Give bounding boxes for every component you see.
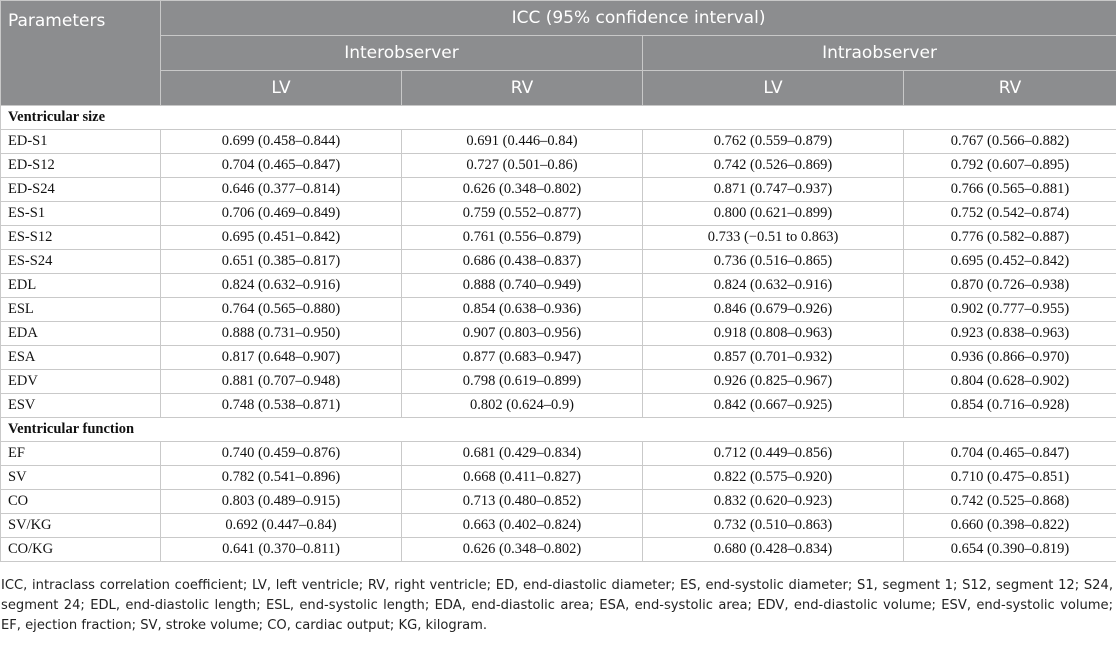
- icc-value-cell: 0.776 (0.582–0.887): [904, 226, 1116, 250]
- icc-value-cell: 0.762 (0.559–0.879): [643, 130, 904, 154]
- icc-value-cell: 0.822 (0.575–0.920): [643, 466, 904, 490]
- parameter-name: ED-S12: [1, 154, 161, 178]
- parameter-name: ED-S24: [1, 178, 161, 202]
- table-row: [1, 274, 1116, 298]
- icc-value-cell: 0.764 (0.565–0.880): [161, 298, 402, 322]
- icc-value-cell: 0.767 (0.566–0.882): [904, 130, 1116, 154]
- icc-value-cell: 0.832 (0.620–0.923): [643, 490, 904, 514]
- icc-value-cell: 0.660 (0.398–0.822): [904, 514, 1116, 538]
- table-row: [1, 346, 1116, 370]
- icc-header: ICC (95% confidence interval): [161, 1, 1116, 36]
- inter-rv-header: RV: [402, 71, 643, 106]
- table-row: [1, 322, 1116, 346]
- table-row: [1, 394, 1116, 418]
- icc-value-cell: 0.804 (0.628–0.902): [904, 370, 1116, 394]
- interobserver-header: Interobserver: [161, 36, 643, 71]
- parameter-name: ES-S1: [1, 202, 161, 226]
- icc-value-cell: 0.742 (0.526–0.869): [643, 154, 904, 178]
- icc-value-cell: 0.654 (0.390–0.819): [904, 538, 1116, 562]
- icc-value-cell: 0.802 (0.624–0.9): [402, 394, 643, 418]
- icc-value-cell: 0.759 (0.552–0.877): [402, 202, 643, 226]
- table-row: [1, 250, 1116, 274]
- parameters-header: Parameters: [1, 1, 161, 106]
- icc-value-cell: 0.713 (0.480–0.852): [402, 490, 643, 514]
- icc-value-cell: 0.854 (0.716–0.928): [904, 394, 1116, 418]
- icc-value-cell: 0.792 (0.607–0.895): [904, 154, 1116, 178]
- table-row: [1, 538, 1116, 562]
- parameter-name: CO/KG: [1, 538, 161, 562]
- icc-value-cell: 0.691 (0.446–0.84): [402, 130, 643, 154]
- inter-lv-header: LV: [161, 71, 402, 106]
- table-row: [1, 178, 1116, 202]
- parameter-name: ESV: [1, 394, 161, 418]
- icc-value-cell: 0.846 (0.679–0.926): [643, 298, 904, 322]
- icc-value-cell: 0.710 (0.475–0.851): [904, 466, 1116, 490]
- icc-value-cell: 0.681 (0.429–0.834): [402, 442, 643, 466]
- icc-value-cell: 0.663 (0.402–0.824): [402, 514, 643, 538]
- icc-value-cell: 0.733 (−0.51 to 0.863): [643, 226, 904, 250]
- parameter-name: ESA: [1, 346, 161, 370]
- icc-value-cell: 0.692 (0.447–0.84): [161, 514, 402, 538]
- icc-value-cell: 0.646 (0.377–0.814): [161, 178, 402, 202]
- table-row: [1, 130, 1116, 154]
- icc-value-cell: 0.680 (0.428–0.834): [643, 538, 904, 562]
- table-row: [1, 298, 1116, 322]
- section-row: [1, 418, 1116, 442]
- parameter-name: EDA: [1, 322, 161, 346]
- icc-value-cell: 0.704 (0.465–0.847): [904, 442, 1116, 466]
- icc-value-cell: 0.926 (0.825–0.967): [643, 370, 904, 394]
- table-row: [1, 226, 1116, 250]
- icc-value-cell: 0.641 (0.370–0.811): [161, 538, 402, 562]
- section-title: Ventricular function: [1, 418, 1116, 442]
- icc-value-cell: 0.748 (0.538–0.871): [161, 394, 402, 418]
- icc-value-cell: 0.888 (0.740–0.949): [402, 274, 643, 298]
- icc-value-cell: 0.695 (0.451–0.842): [161, 226, 402, 250]
- icc-value-cell: 0.888 (0.731–0.950): [161, 322, 402, 346]
- icc-value-cell: 0.668 (0.411–0.827): [402, 466, 643, 490]
- icc-value-cell: 0.923 (0.838–0.963): [904, 322, 1116, 346]
- icc-value-cell: 0.736 (0.516–0.865): [643, 250, 904, 274]
- icc-value-cell: 0.695 (0.452–0.842): [904, 250, 1116, 274]
- parameter-name: EDL: [1, 274, 161, 298]
- icc-value-cell: 0.727 (0.501–0.86): [402, 154, 643, 178]
- icc-value-cell: 0.902 (0.777–0.955): [904, 298, 1116, 322]
- icc-value-cell: 0.817 (0.648–0.907): [161, 346, 402, 370]
- icc-value-cell: 0.870 (0.726–0.938): [904, 274, 1116, 298]
- icc-value-cell: 0.686 (0.438–0.837): [402, 250, 643, 274]
- parameter-name: ES-S24: [1, 250, 161, 274]
- parameter-name: ESL: [1, 298, 161, 322]
- icc-value-cell: 0.936 (0.866–0.970): [904, 346, 1116, 370]
- table-row: [1, 442, 1116, 466]
- icc-value-cell: 0.740 (0.459–0.876): [161, 442, 402, 466]
- table-row: [1, 370, 1116, 394]
- parameter-name: EF: [1, 442, 161, 466]
- icc-value-cell: 0.800 (0.621–0.899): [643, 202, 904, 226]
- icc-value-cell: 0.626 (0.348–0.802): [402, 538, 643, 562]
- icc-value-cell: 0.626 (0.348–0.802): [402, 178, 643, 202]
- icc-value-cell: 0.907 (0.803–0.956): [402, 322, 643, 346]
- icc-value-cell: 0.854 (0.638–0.936): [402, 298, 643, 322]
- table-row: [1, 490, 1116, 514]
- parameter-name: ED-S1: [1, 130, 161, 154]
- icc-value-cell: 0.803 (0.489–0.915): [161, 490, 402, 514]
- icc-value-cell: 0.704 (0.465–0.847): [161, 154, 402, 178]
- icc-value-cell: 0.881 (0.707–0.948): [161, 370, 402, 394]
- icc-value-cell: 0.699 (0.458–0.844): [161, 130, 402, 154]
- icc-value-cell: 0.706 (0.469–0.849): [161, 202, 402, 226]
- icc-value-cell: 0.798 (0.619–0.899): [402, 370, 643, 394]
- icc-value-cell: 0.651 (0.385–0.817): [161, 250, 402, 274]
- table-body: [1, 106, 1116, 562]
- parameter-name: SV/KG: [1, 514, 161, 538]
- table-row: [1, 514, 1116, 538]
- icc-value-cell: 0.732 (0.510–0.863): [643, 514, 904, 538]
- icc-value-cell: 0.766 (0.565–0.881): [904, 178, 1116, 202]
- intra-lv-header: LV: [643, 71, 904, 106]
- icc-value-cell: 0.877 (0.683–0.947): [402, 346, 643, 370]
- icc-value-cell: 0.742 (0.525–0.868): [904, 490, 1116, 514]
- section-title: Ventricular size: [1, 106, 1116, 130]
- parameter-name: SV: [1, 466, 161, 490]
- icc-value-cell: 0.752 (0.542–0.874): [904, 202, 1116, 226]
- table-row: [1, 202, 1116, 226]
- parameter-name: EDV: [1, 370, 161, 394]
- section-row: [1, 106, 1116, 130]
- table-row: [1, 466, 1116, 490]
- icc-value-cell: 0.871 (0.747–0.937): [643, 178, 904, 202]
- table-header: [1, 1, 1116, 106]
- icc-value-cell: 0.842 (0.667–0.925): [643, 394, 904, 418]
- intra-rv-header: RV: [904, 71, 1116, 106]
- parameter-name: CO: [1, 490, 161, 514]
- icc-value-cell: 0.824 (0.632–0.916): [161, 274, 402, 298]
- icc-value-cell: 0.918 (0.808–0.963): [643, 322, 904, 346]
- icc-value-cell: 0.761 (0.556–0.879): [402, 226, 643, 250]
- icc-value-cell: 0.712 (0.449–0.856): [643, 442, 904, 466]
- parameter-name: ES-S12: [1, 226, 161, 250]
- icc-value-cell: 0.782 (0.541–0.896): [161, 466, 402, 490]
- table-footnote: ICC, intraclass correlation coefficient; LV, left ventricle; RV, right ventricle; ED, end-diastolic diameter; ES, end-systolic diameter; S1, segment 1; S12, segment 12; S24, segment 24; EDL, end-diastolic length; ESL, end-systolic length; EDA, end-diastolic area; ESA, end-systolic area; EDV, end-diastolic volume; ESV, end-systolic volume; EF, ejection fraction; SV, stroke volume; CO, cardiac output; KG, kilogram.: [1, 578, 1113, 633]
- table-row: [1, 154, 1116, 178]
- icc-value-cell: 0.857 (0.701–0.932): [643, 346, 904, 370]
- intraobserver-header: Intraobserver: [643, 36, 1116, 71]
- icc-value-cell: 0.824 (0.632–0.916): [643, 274, 904, 298]
